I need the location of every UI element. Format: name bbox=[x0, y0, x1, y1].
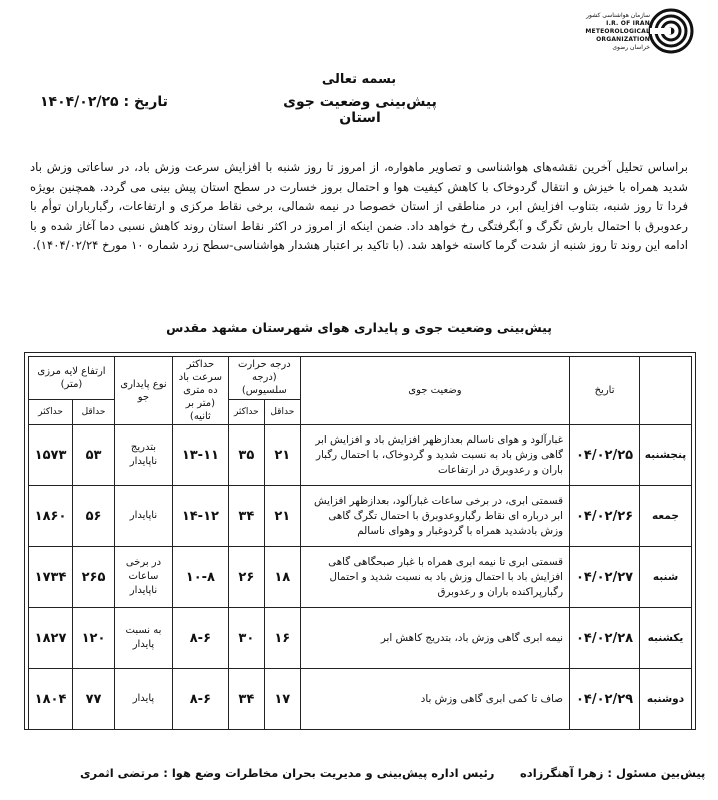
row-height-min: ۷۷ bbox=[73, 669, 115, 730]
row-date: ۰۴/۰۲/۲۷ bbox=[570, 547, 640, 608]
row-height-min: ۱۲۰ bbox=[73, 608, 115, 669]
row-stability: به نسبت پایدار bbox=[115, 608, 173, 669]
row-weather: قسمتی ابری، در برخی ساعات غبارآلود، بعدازظهر افزایش ابر درباره ای نقاط رگباروعدوبرق با احتمال تگرگ گاهی وزش بادشدید همراه با گردوغبار و وهوای ناسالم bbox=[300, 486, 569, 547]
row-stability: پایدار bbox=[115, 669, 173, 730]
header-temp-max: حداکثر bbox=[228, 399, 264, 424]
table-row bbox=[29, 669, 692, 730]
row-weather: صاف تا کمی ابری گاهی وزش باد bbox=[300, 669, 569, 730]
row-wind: ۱۰-۸ bbox=[172, 547, 228, 608]
logo-line-1: سازمان هواشناسی کشور bbox=[586, 12, 650, 19]
row-height-max: ۱۷۳۴ bbox=[29, 547, 73, 608]
table-row bbox=[29, 547, 692, 608]
row-day: یکشنبه bbox=[640, 608, 692, 669]
header-height-min: حداقل bbox=[73, 399, 115, 424]
row-wind: ۸-۶ bbox=[172, 608, 228, 669]
row-weather: غبارآلود و هوای ناسالم بعدازظهر افزایش باد و افزایش ابر گاهی وزش باد به نسبت شدید و گردوخاک، با احتمال رگبار باران و رعدوبرق در ارتفاعات bbox=[300, 425, 569, 486]
table-row bbox=[29, 425, 692, 486]
row-stability: بتدریج ناپایدار bbox=[115, 425, 173, 486]
row-day: دوشنبه bbox=[640, 669, 692, 730]
organization-logo bbox=[578, 8, 698, 66]
row-height-max: ۱۸۰۴ bbox=[29, 669, 73, 730]
row-temp-max: ۲۶ bbox=[228, 547, 264, 608]
logo-line-2: I.R. OF IRAN bbox=[606, 20, 650, 27]
forecast-table bbox=[28, 356, 692, 730]
table-row bbox=[29, 486, 692, 547]
logo-line-5: خراسان رضوی bbox=[612, 44, 650, 51]
table-title: پیش‌بینی وضعیت جوی و پایداری هوای شهرستان مشهد مقدس bbox=[166, 320, 552, 335]
row-temp-min: ۱۶ bbox=[264, 608, 300, 669]
row-temp-max: ۳۰ bbox=[228, 608, 264, 669]
intro-paragraph: براساس تحلیل آخرین نقشه‌های هواشناسی و تصاویر ماهواره، از امروز تا روز شنبه با افزایش سرعت وزش باد، در ساعاتی وزش باد شدید همراه با خیزش و انتقال گردوخاک با کاهش کیفیت هوا و احتمال بروز خسارت در سطح استان پیش بینی می گردد. همچنین بویژه فردا تا روز شنبه، بتناوب افزایش ابر، در مناطقی از استان خصوصا در نیمه شمالی، برخی نقاط مرکزی و ارتفاعات، رگبارباران توأم با رعدوبرق با احتمال بارش تگرگ و آبگرفتگی رخ خواهد داد. ضمن اینکه از امروز در اکثر نقاط استان روند کاهش نسبی دما آغاز شده و با ادامه این روند تا روز شنبه از شدت گرما کاسته خواهد شد. (با تاکید بر اعتبار هشدار هواشناسی-سطح زرد شماره ۱۰ مورخ ۱۴۰۴/۰۲/۲۴). bbox=[30, 160, 688, 252]
header-weather: وضعیت جوی bbox=[300, 357, 569, 425]
row-date: ۰۴/۰۲/۲۸ bbox=[570, 608, 640, 669]
document-date bbox=[40, 94, 168, 110]
row-temp-max: ۳۴ bbox=[228, 669, 264, 730]
table-row bbox=[29, 608, 692, 669]
row-height-min: ۲۶۵ bbox=[73, 547, 115, 608]
row-temp-max: ۳۴ bbox=[228, 486, 264, 547]
row-temp-min: ۲۱ bbox=[264, 425, 300, 486]
row-height-max: ۱۸۲۷ bbox=[29, 608, 73, 669]
header-wind: حداکثر سرعت باد ده متری (متر بر ثانیه) bbox=[172, 357, 228, 425]
row-wind: ۱۴-۱۲ bbox=[172, 486, 228, 547]
row-stability: ناپایدار bbox=[115, 486, 173, 547]
logo-emblem-icon bbox=[648, 8, 694, 54]
header-temperature: درجه حرارت (درجه سلسیوس) bbox=[228, 357, 300, 400]
row-stability: در برخی ساعات ناپایدار bbox=[115, 547, 173, 608]
forecaster-signature: پیش‌بین مسئول : زهرا آهنگرزاده bbox=[520, 766, 706, 780]
header-mixing-height: ارتفاع لایه مرزی (متر) bbox=[29, 357, 115, 400]
row-date: ۰۴/۰۲/۲۹ bbox=[570, 669, 640, 730]
logo-line-4: ORGANIZATION bbox=[596, 36, 650, 43]
logo-text bbox=[580, 12, 650, 52]
date-value: ۱۴۰۴/۰۲/۲۵ bbox=[40, 94, 119, 110]
row-wind: ۱۳-۱۱ bbox=[172, 425, 228, 486]
logo-line-3: METEOROLOGICAL bbox=[585, 28, 650, 35]
row-temp-min: ۲۱ bbox=[264, 486, 300, 547]
header-date: تاریخ bbox=[570, 357, 640, 425]
row-height-max: ۱۵۷۳ bbox=[29, 425, 73, 486]
row-height-max: ۱۸۶۰ bbox=[29, 486, 73, 547]
row-height-min: ۵۳ bbox=[73, 425, 115, 486]
row-date: ۰۴/۰۲/۲۵ bbox=[570, 425, 640, 486]
row-date: ۰۴/۰۲/۲۶ bbox=[570, 486, 640, 547]
header-height-max: حداکثر bbox=[29, 399, 73, 424]
row-day: شنبه bbox=[640, 547, 692, 608]
row-day: جمعه bbox=[640, 486, 692, 547]
row-height-min: ۵۶ bbox=[73, 486, 115, 547]
row-temp-max: ۳۵ bbox=[228, 425, 264, 486]
bismillah-heading: بسمه تعالی bbox=[321, 72, 397, 87]
header-temp-min: حداقل bbox=[264, 399, 300, 424]
document-title: پیش‌بینی وضعیت جوی استان bbox=[283, 94, 437, 126]
date-label: تاریخ : bbox=[123, 94, 168, 110]
row-temp-min: ۱۷ bbox=[264, 669, 300, 730]
department-head-signature: رئیس اداره پیش‌بینی و مدیریت بحران مخاطرات وضع هوا : مرتضی اثمری bbox=[80, 766, 495, 780]
header-day bbox=[640, 357, 692, 425]
row-day: پنجشنبه bbox=[640, 425, 692, 486]
header-stability: نوع پایداری جو bbox=[115, 357, 173, 425]
row-wind: ۸-۶ bbox=[172, 669, 228, 730]
row-weather: قسمتی ابری تا نیمه ابری همراه با غبار صبحگاهی گاهی افزایش باد با احتمال وزش باد به نسبت شدید و احتمال رگبارپراکنده باران و رعدوبرق bbox=[300, 547, 569, 608]
row-temp-min: ۱۸ bbox=[264, 547, 300, 608]
row-weather: نیمه ابری گاهی وزش باد، بتدریج کاهش ابر bbox=[300, 608, 569, 669]
